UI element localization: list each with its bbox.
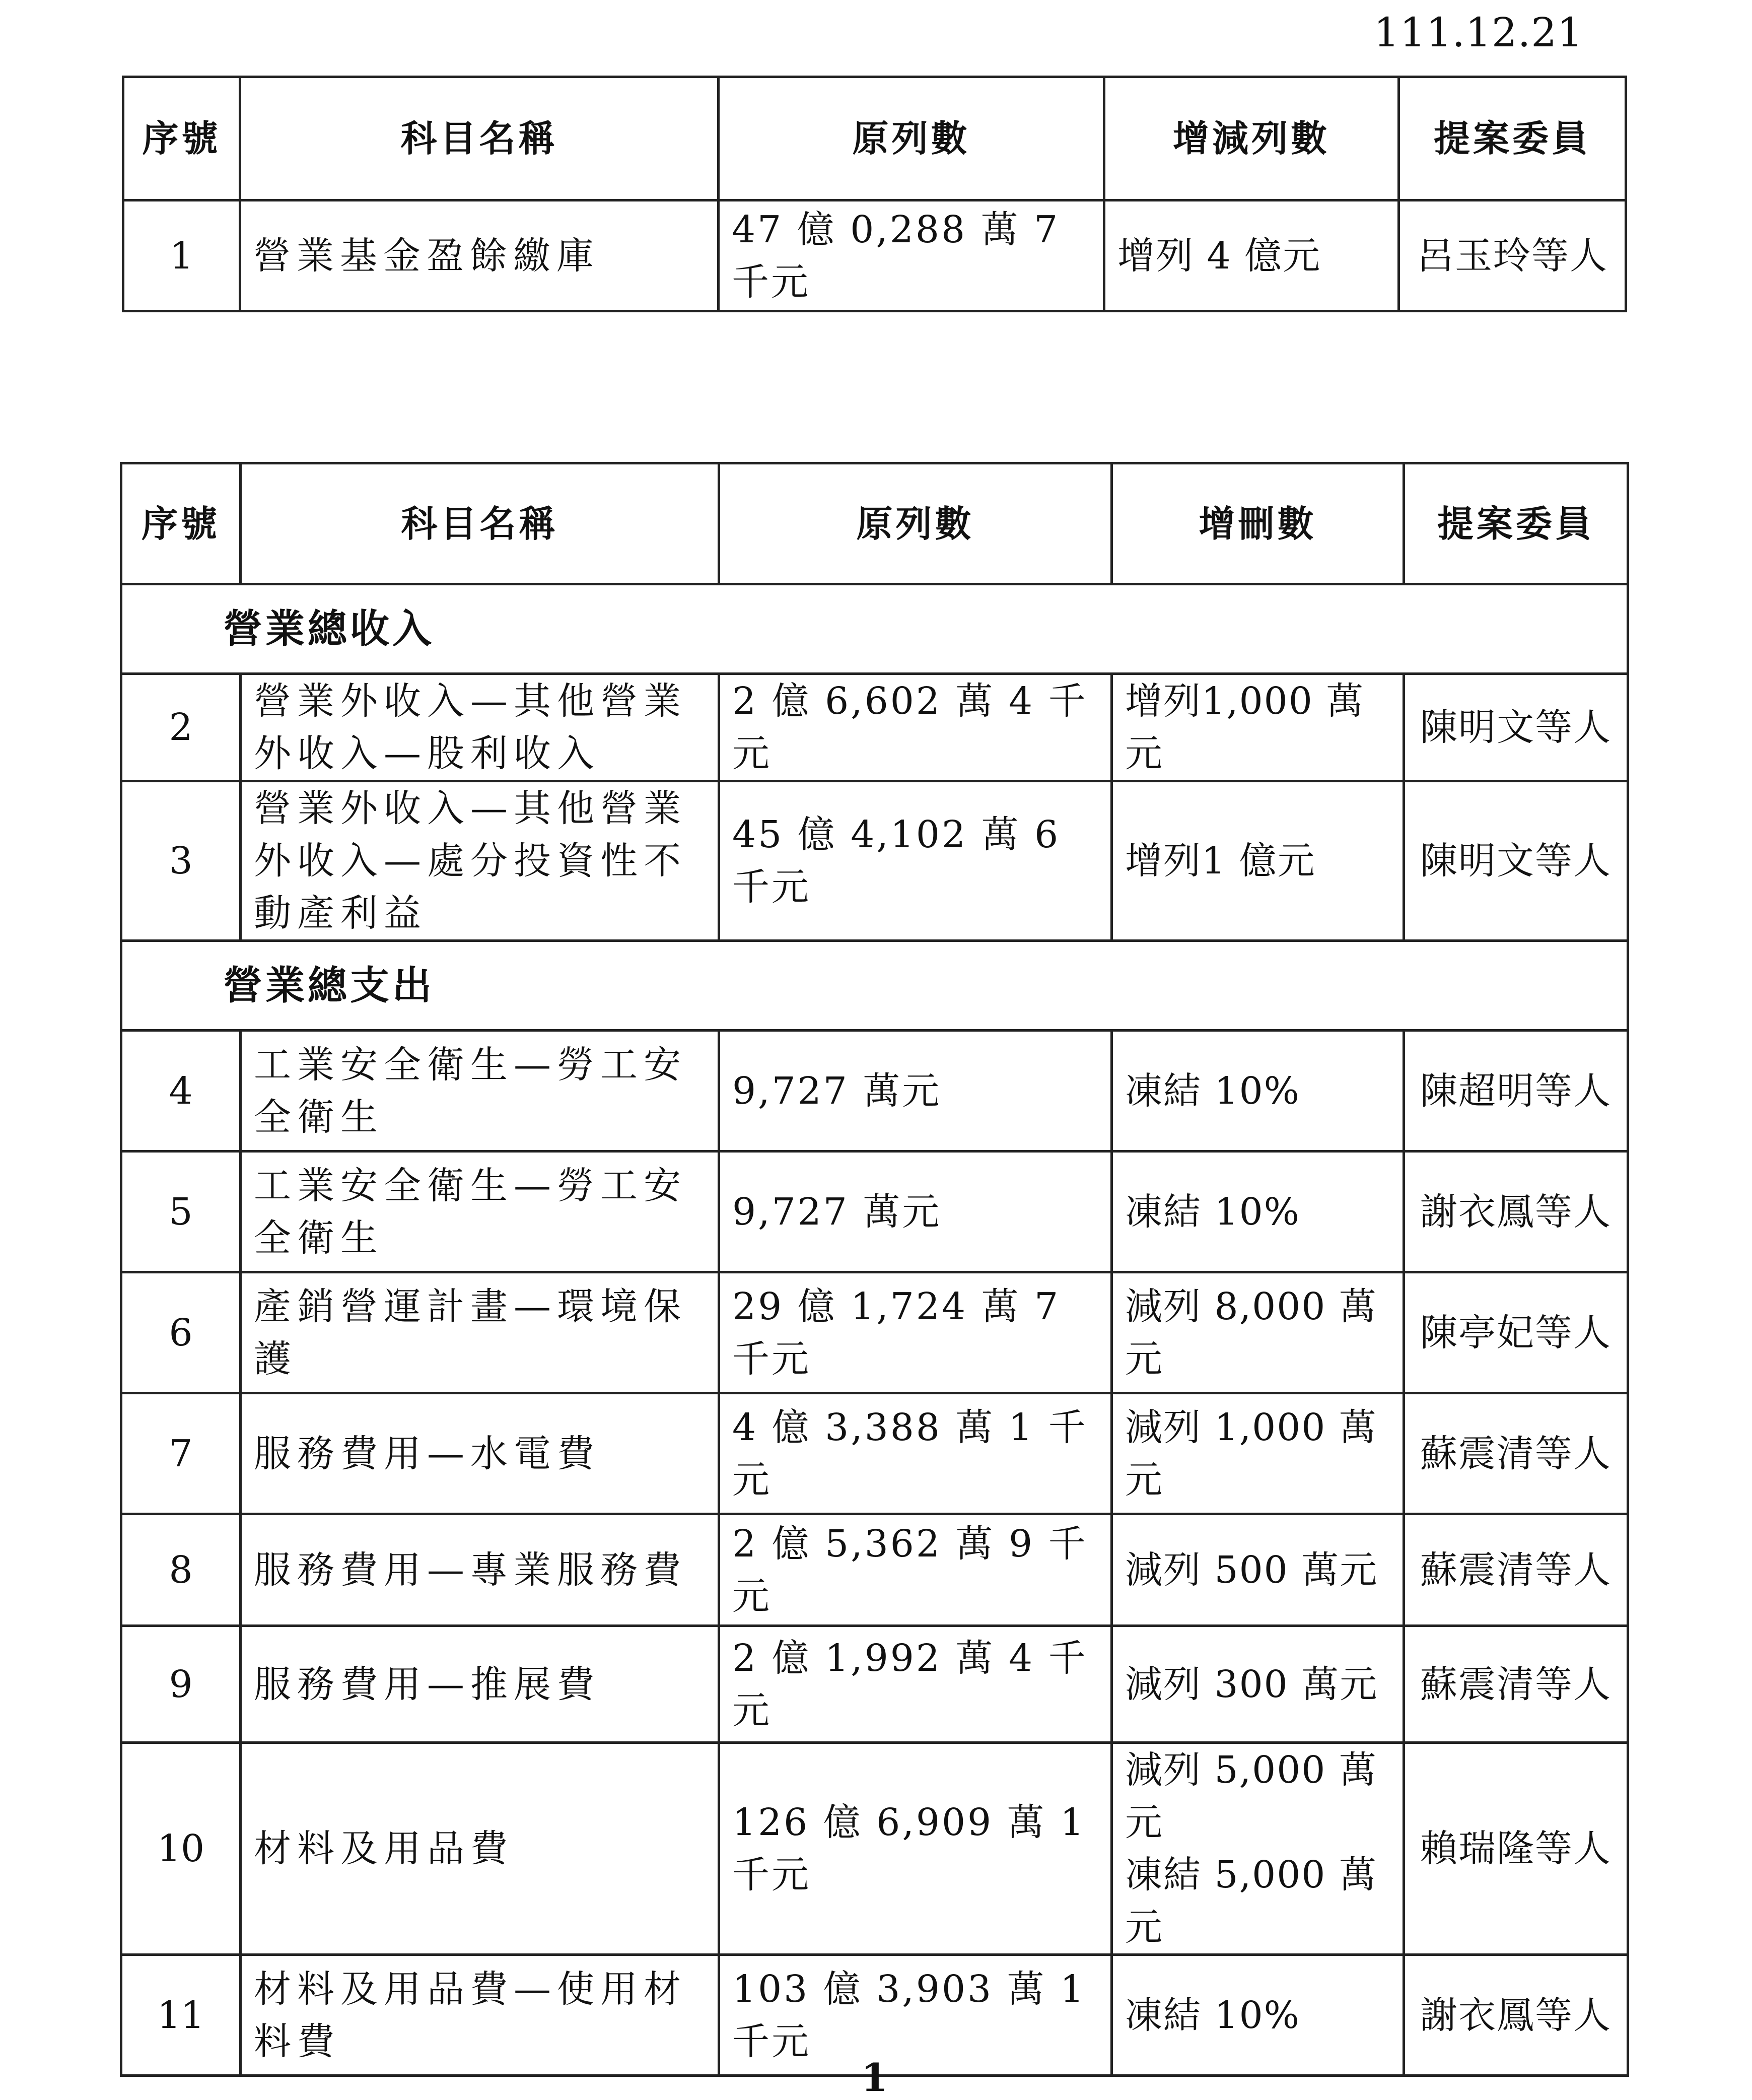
row-original: 103 億 3,903 萬 1 千元: [719, 1955, 1112, 2076]
header-original: 原列數: [719, 463, 1112, 584]
row-proposer: 賴瑞隆等人: [1404, 1743, 1628, 1955]
row-no: 2: [121, 674, 241, 781]
row-proposer: 謝衣鳳等人: [1404, 1151, 1628, 1272]
row-change: [1112, 1743, 1404, 1955]
row-subject: 營業外收入—其他營業外收入—股利收入: [241, 674, 719, 781]
row-no: 8: [121, 1514, 241, 1626]
row-no: 1: [123, 200, 240, 311]
row-change: 減列 300 萬元: [1112, 1626, 1404, 1743]
header-no: 序號: [121, 463, 241, 584]
row-change: 減列 500 萬元: [1112, 1514, 1404, 1626]
row-change: 增列1 億元: [1112, 781, 1404, 941]
table-row: [123, 200, 1626, 311]
table-row: [121, 1626, 1628, 1743]
row-no: 5: [121, 1151, 241, 1272]
table-row: [121, 1031, 1628, 1151]
row-original: 47 億 0,288 萬 7 千元: [719, 200, 1104, 311]
row-no: 10: [121, 1743, 241, 1955]
table-row: [121, 1272, 1628, 1393]
row-subject: 材料及用品費: [241, 1743, 719, 1955]
row-original: 2 億 6,602 萬 4 千元: [719, 674, 1112, 781]
row-proposer: 呂玉玲等人: [1399, 200, 1626, 311]
section-row-expense: [121, 941, 1628, 1031]
table-row: [121, 781, 1628, 941]
row-proposer: 陳超明等人: [1404, 1031, 1628, 1151]
row-change: 減列 8,000 萬元: [1112, 1272, 1404, 1393]
row-no: 6: [121, 1272, 241, 1393]
row-change: 凍結 10%: [1112, 1151, 1404, 1272]
row-no: 11: [121, 1955, 241, 2076]
page-number: 1: [861, 2055, 888, 2100]
header-change: 增減列數: [1104, 77, 1399, 200]
row-proposer: 謝衣鳳等人: [1404, 1955, 1628, 2076]
header-original: 原列數: [719, 77, 1104, 200]
row-proposer: 陳亭妃等人: [1404, 1272, 1628, 1393]
table-row: [121, 1393, 1628, 1514]
row-change-line-1: 減列 5,000 萬元: [1125, 1748, 1377, 1844]
row-subject: 服務費用—水電費: [241, 1393, 719, 1514]
row-subject: 產銷營運計畫—環境保護: [241, 1272, 719, 1393]
row-original: 126 億 6,909 萬 1 千元: [719, 1743, 1112, 1955]
row-original: 29 億 1,724 萬 7 千元: [719, 1272, 1112, 1393]
row-proposer: 蘇震清等人: [1404, 1514, 1628, 1626]
row-no: 7: [121, 1393, 241, 1514]
row-change-line-2: 凍結 5,000 萬元: [1125, 1853, 1377, 1949]
row-subject: 工業安全衛生—勞工安全衛生: [241, 1151, 719, 1272]
table-header-row: [121, 463, 1628, 584]
row-subject: 營業基金盈餘繳庫: [240, 200, 719, 311]
row-subject: 材料及用品費—使用材料費: [241, 1955, 719, 2076]
row-original: 9,727 萬元: [719, 1031, 1112, 1151]
row-proposer: 蘇震清等人: [1404, 1393, 1628, 1514]
row-proposer: 陳明文等人: [1404, 781, 1628, 941]
row-change: 凍結 10%: [1112, 1955, 1404, 2076]
table-row: [121, 674, 1628, 781]
header-proposer: 提案委員: [1404, 463, 1628, 584]
row-change: 凍結 10%: [1112, 1031, 1404, 1151]
header-no: 序號: [123, 77, 240, 200]
header-subject: 科目名稱: [240, 77, 719, 200]
table-header-row: [123, 77, 1626, 200]
table-row: [121, 1514, 1628, 1626]
row-subject: 營業外收入—其他營業外收入—處分投資性不動產利益: [241, 781, 719, 941]
budget-table-1: [122, 76, 1627, 312]
row-no: 9: [121, 1626, 241, 1743]
row-no: 3: [121, 781, 241, 941]
row-original: 2 億 5,362 萬 9 千元: [719, 1514, 1112, 1626]
header-proposer: 提案委員: [1399, 77, 1626, 200]
section-title: 營業總支出: [121, 941, 1628, 1031]
row-proposer: 蘇震清等人: [1404, 1626, 1628, 1743]
section-title: 營業總收入: [121, 584, 1628, 674]
document-date: 111.12.21: [1373, 9, 1583, 56]
row-subject: 服務費用—推展費: [241, 1626, 719, 1743]
row-change: 增列 4 億元: [1104, 200, 1399, 311]
row-no: 4: [121, 1031, 241, 1151]
budget-table-2: [120, 462, 1629, 2077]
row-original: 2 億 1,992 萬 4 千元: [719, 1626, 1112, 1743]
row-original: 4 億 3,388 萬 1 千元: [719, 1393, 1112, 1514]
header-subject: 科目名稱: [241, 463, 719, 584]
table-row: [121, 1743, 1628, 1955]
row-proposer: 陳明文等人: [1404, 674, 1628, 781]
row-change: 減列 1,000 萬元: [1112, 1393, 1404, 1514]
section-row-income: [121, 584, 1628, 674]
header-change: 增刪數: [1112, 463, 1404, 584]
row-change: 增列1,000 萬元: [1112, 674, 1404, 781]
table-row: [121, 1151, 1628, 1272]
row-original: 9,727 萬元: [719, 1151, 1112, 1272]
row-subject: 工業安全衛生—勞工安全衛生: [241, 1031, 719, 1151]
row-original: 45 億 4,102 萬 6 千元: [719, 781, 1112, 941]
row-subject: 服務費用—專業服務費: [241, 1514, 719, 1626]
